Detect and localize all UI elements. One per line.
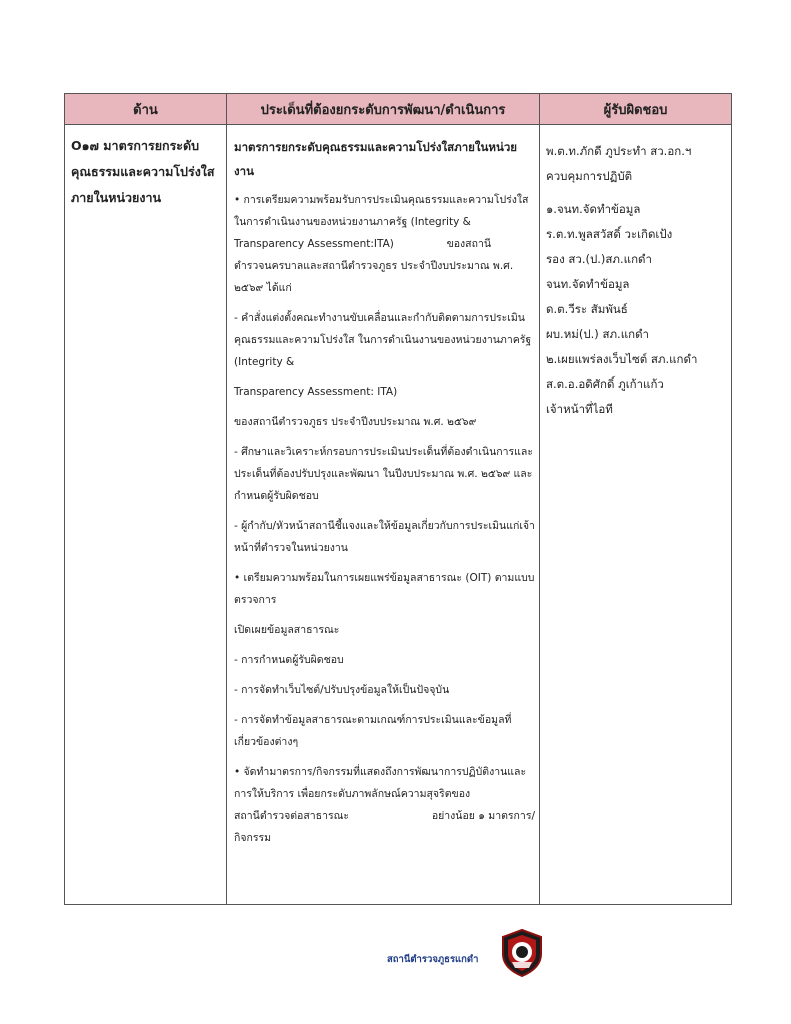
issue-cell (227, 125, 540, 905)
paragraph-measures-right: อย่างน้อย ๑ มาตรการ/ (431, 810, 535, 822)
responsible-line: ๑.จนท.จัดทำข้อมูล (546, 202, 641, 216)
aspect-cell (65, 125, 227, 905)
paragraph-ita-prep-tail: ของสถานีตำรวจนครบาลและสถานีตำรวจภูธร ประจำปีงบประมาณ พ.ศ. ๒๕๖๙ ได้แก่ (234, 238, 514, 294)
police-station-logo (497, 928, 547, 978)
paragraph-ita-prep-body: • การเตรียมความพร้อมรับการประเมินคุณธรรมและความโปร่งใสในการดำเนินงานของหน่วยงานภาครัฐ (Integrity & Transparency Assessment:ITA) (234, 194, 529, 250)
paragraph-ita-name: Transparency Assessment: ITA) (234, 386, 398, 398)
responsibility-table (64, 93, 732, 905)
responsible-line: ผบ.หม่(ป.) สภ.แกดำ (546, 327, 649, 341)
table-row (65, 125, 732, 905)
responsible-line: รอง สว.(ป.)สภ.แกดำ (546, 252, 652, 266)
responsible-line: ร.ต.ท.พูลสวัสดิ์ วะเกิดเป้ง (546, 227, 673, 241)
paragraph-disclose: เปิดเผยข้อมูลสาธารณะ (234, 624, 340, 636)
paragraph-public-data: - การจัดทำข้อมูลสาธารณะตามเกณฑ์การประเมินและข้อมูลที่เกี่ยวข้องต่างๆ (234, 714, 512, 748)
responsible-line: จนท.จัดทำข้อมูล (546, 277, 630, 291)
paragraph-measures-left: สถานีตำรวจต่อสาธารณะ (234, 810, 349, 822)
measure-heading: มาตรการยกระดับคุณธรรมและความโปร่งใสภายในหน่วยงาน (234, 140, 518, 178)
responsible-line: พ.ต.ท.ภักดี ภูประทำ สว.อก.ฯ (546, 144, 692, 158)
paragraph-website: - การจัดทำเว็บไซต์/ปรับปรุงข้อมูลให้เป็นปัจจุบัน (234, 684, 450, 696)
paragraph-brief: - ผู้กำกับ/หัวหน้าสถานีชี้แจงและให้ข้อมูลเกี่ยวกับการประเมินแก่เจ้าหน้าที่ตำรวจในหน่วยงาน (234, 520, 535, 554)
header-responsible: ผู้รับผิดชอบ (540, 94, 732, 125)
responsible-line: ด.ต.วีระ สัมพันธ์ (546, 302, 628, 316)
paragraph-measures-split (234, 805, 535, 827)
responsible-line: ส.ต.อ.อดิศักดิ์ ภูเก้าแก้ว (546, 377, 664, 391)
paragraph-ita-prep (234, 189, 535, 299)
responsible-cell (540, 125, 732, 905)
paragraph-measures-body: • จัดทำมาตรการ/กิจกรรมที่แสดงถึงการพัฒนาการปฏิบัติงานและการให้บริการ เพื่อยกระดับภาพลักษณ์ความสุจริตของ (234, 766, 527, 800)
responsible-line: ควบคุมการปฏิบัติ (546, 169, 633, 183)
paragraph-assign: - การกำหนดผู้รับผิดชอบ (234, 654, 344, 666)
paragraph-measures-end: กิจกรรม (234, 832, 272, 844)
table-header-row (65, 94, 732, 125)
paragraph-fiscal-year: ของสถานีตำรวจภูธร ประจำปีงบประมาณ พ.ศ. ๒๕๖๙ (234, 416, 477, 428)
paragraph-study: - ศึกษาและวิเคราะห์กรอบการประเมินประเด็นที่ต้องดำเนินการและประเด็นที่ต้องปรับปรุงและพัฒนา ในปีงบประมาณ พ.ศ. ๒๕๖๙ และกำหนดผู้รับผิดชอบ (234, 446, 534, 502)
header-aspect: ด้าน (65, 94, 227, 125)
responsible-line: ๒.เผยแพร่ลงเว็บไซต์ สภ.แกดำ (546, 352, 698, 366)
header-issue: ประเด็นที่ต้องยกระดับการพัฒนา/ดำเนินการ (227, 94, 540, 125)
paragraph-measures (234, 761, 535, 849)
aspect-text: O๑๗ มาตรการยกระดับคุณธรรมและความโปร่งใสภายในหน่วยงาน (71, 138, 215, 205)
responsible-line: เจ้าหน้าที่ไอที (546, 402, 613, 416)
paragraph-order: - คำสั่งแต่งตั้งคณะทำงานขับเคลื่อนและกำกับติดตามการประเมินคุณธรรมและความโปร่งใส ในการดำเนินงานของหน่วยงานภาครัฐ (Integrity & (234, 312, 532, 368)
footer-station-name: สถานีตำรวจภูธรแกดำ (387, 954, 479, 965)
paragraph-oit: • เตรียมความพร้อมในการเผยแพร่ข้อมูลสาธารณะ (OIT) ตามแบบตรวจการ (234, 572, 535, 606)
